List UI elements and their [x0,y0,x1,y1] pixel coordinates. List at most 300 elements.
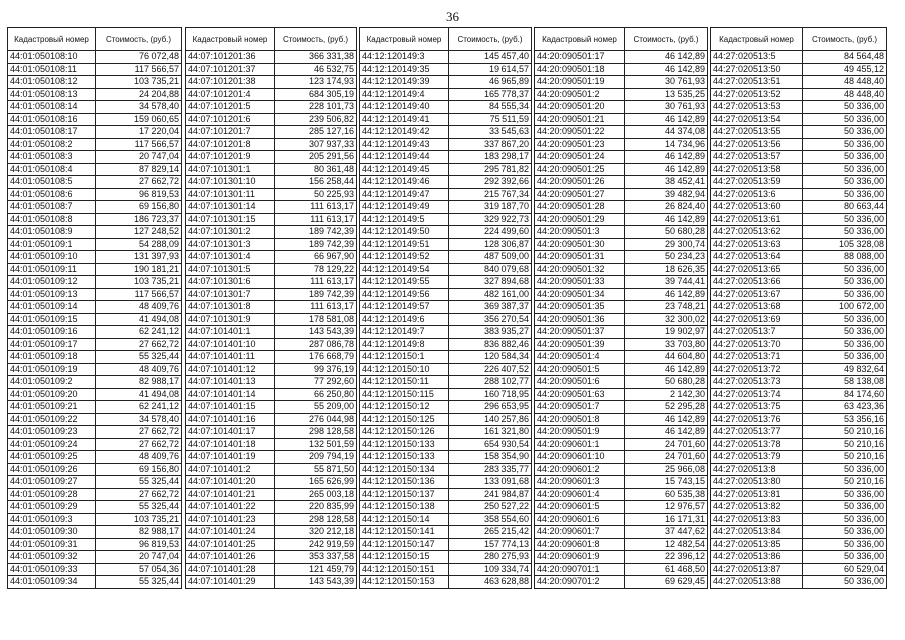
cost-table [359,27,532,589]
cadastral-number-cell: 44:27:020513:71 [711,351,803,364]
cost-cell: 55 325,44 [96,476,182,489]
table-row [535,113,708,126]
cost-cell: 241 984,87 [449,488,532,501]
cost-cell: 78 129,22 [275,263,357,276]
cadastral-number-cell: 44:27:020513:87 [711,563,803,576]
table-row [535,163,708,176]
cost-cell: 239 506,82 [275,113,357,126]
cadastral-number-cell: 44:27:020513:81 [711,488,803,501]
cadastral-number-cell: 44:07:101301:3 [186,238,275,251]
cost-cell: 54 288,09 [96,238,182,251]
cadastral-number-cell: 44:12:120150:125 [360,413,449,426]
cost-cell: 117 566,57 [96,138,182,151]
cadastral-number-cell: 44:12:120150:126 [360,426,449,439]
cadastral-number-cell: 44:20:090601:7 [535,526,625,539]
cost-cell: 105 328,08 [803,238,887,251]
table-row [711,326,887,339]
cost-cell: 41 494,08 [96,313,182,326]
cost-table-5 [710,27,887,589]
table-row [8,288,182,301]
cadastral-number-cell: 44:01:050108:17 [8,126,96,139]
table-row [711,88,887,101]
table-row [8,526,182,539]
table-row [535,463,708,476]
cadastral-number-cell: 44:01:050109:33 [8,563,96,576]
table-row [8,401,182,414]
cadastral-number-cell: 44:27:020513:65 [711,263,803,276]
cost-cell: 96 819,53 [96,538,182,551]
table-row [711,526,887,539]
table-row [8,213,182,226]
cadastral-number-cell: 44:20:090501:31 [535,251,625,264]
cadastral-number-cell: 44:20:090501:37 [535,326,625,339]
cost-cell: 29 300,74 [625,238,708,251]
table-row [186,376,357,389]
table-row [535,151,708,164]
cost-cell: 50 336,00 [803,188,887,201]
cost-cell: 654 930,54 [449,438,532,451]
cost-cell: 215 767,34 [449,188,532,201]
table-row [535,251,708,264]
table-row [360,113,532,126]
table-row [360,326,532,339]
cadastral-number-cell: 44:20:090501:26 [535,176,625,189]
cadastral-number-cell: 44:27:020513:63 [711,238,803,251]
cost-cell: 50 210,16 [803,476,887,489]
cadastral-number-cell: 44:27:020513:56 [711,138,803,151]
table-row [8,101,182,114]
table-row [360,76,532,89]
cost-cell: 37 447,62 [625,526,708,539]
table-row [186,563,357,576]
cost-cell: 50 336,00 [803,538,887,551]
cost-cell: 18 626,35 [625,263,708,276]
table-row [535,576,708,589]
cadastral-number-cell: 44:07:101301:4 [186,251,275,264]
cost-cell: 140 257,86 [449,413,532,426]
cadastral-number-cell: 44:27:020513:64 [711,251,803,264]
cadastral-number-cell: 44:07:101401:17 [186,426,275,439]
cost-cell: 84 564,48 [803,51,887,64]
cadastral-number-cell: 44:20:090601:2 [535,463,625,476]
table-row [535,201,708,214]
cost-cell: 48 448,40 [803,88,887,101]
cost-cell: 2 142,30 [625,388,708,401]
table-row [535,351,708,364]
table-row [186,138,357,151]
cost-cell: 242 919,59 [275,538,357,551]
cost-cell: 63 423,36 [803,401,887,414]
cadastral-number-cell: 44:20:090501:6 [535,376,625,389]
cost-cell: 24 701,60 [625,438,708,451]
table-row [535,401,708,414]
table-row [186,238,357,251]
table-row [535,551,708,564]
cadastral-number-cell: 44:01:050108:13 [8,88,96,101]
cadastral-number-cell: 44:20:090501:18 [535,63,625,76]
cadastral-number-cell: 44:12:120149:8 [360,338,449,351]
cost-cell: 66 250,80 [275,388,357,401]
cadastral-number-cell: 44:12:120149:6 [360,313,449,326]
cost-cell: 186 723,37 [96,213,182,226]
cadastral-number-cell: 44:07:101301:7 [186,288,275,301]
cadastral-number-cell: 44:01:050109:22 [8,413,96,426]
table-row [8,376,182,389]
cadastral-number-cell: 44:12:120150:1 [360,351,449,364]
cadastral-number-cell: 44:27:020513:69 [711,313,803,326]
cost-cell: 22 396,12 [625,551,708,564]
cadastral-number-cell: 44:07:101201:38 [186,76,275,89]
cadastral-number-cell: 44:27:020513:82 [711,501,803,514]
header-cost: Стоимость, (руб.) [275,28,357,51]
cost-table-1 [7,27,182,589]
header-cost: Стоимость, (руб.) [803,28,887,51]
table-row [360,51,532,64]
table-row [186,451,357,464]
table-row [360,288,532,301]
cadastral-number-cell: 44:07:101301:1 [186,163,275,176]
cost-cell: 111 613,17 [275,301,357,314]
table-row [711,513,887,526]
cadastral-number-cell: 44:07:101301:6 [186,276,275,289]
cost-table [534,27,708,589]
cost-cell: 103 735,21 [96,276,182,289]
cost-cell: 176 668,79 [275,351,357,364]
table-row [8,263,182,276]
cadastral-number-cell: 44:12:120150:14 [360,513,449,526]
cadastral-number-cell: 44:07:101401:13 [186,376,275,389]
cadastral-number-cell: 44:20:090501:36 [535,313,625,326]
cost-cell: 288 102,77 [449,376,532,389]
cadastral-number-cell: 44:27:020513:51 [711,76,803,89]
cost-cell: 20 747,04 [96,151,182,164]
cost-table [710,27,887,589]
table-row [711,163,887,176]
table-row [535,276,708,289]
cost-cell: 298 128,58 [275,426,357,439]
cadastral-number-cell: 44:01:050109:2 [8,376,96,389]
cadastral-number-cell: 44:12:120149:3 [360,51,449,64]
cadastral-number-cell: 44:07:101201:5 [186,101,275,114]
table-row [186,538,357,551]
cost-cell: 482 161,00 [449,288,532,301]
table-row [360,351,532,364]
cost-cell: 50 336,00 [803,213,887,226]
table-row [535,326,708,339]
cost-cell: 69 156,80 [96,201,182,214]
cost-cell: 366 331,38 [275,51,357,64]
table-row [8,576,182,589]
cost-cell: 145 457,40 [449,51,532,64]
cadastral-number-cell: 44:07:101301:2 [186,226,275,239]
cost-cell: 295 781,82 [449,163,532,176]
table-row [360,276,532,289]
cadastral-number-cell: 44:07:101401:15 [186,401,275,414]
cost-cell: 38 452,41 [625,176,708,189]
cost-cell: 161 321,80 [449,426,532,439]
cadastral-number-cell: 44:07:101301:14 [186,201,275,214]
cost-cell: 33 545,63 [449,126,532,139]
table-row [8,363,182,376]
cadastral-number-cell: 44:12:120149:5 [360,213,449,226]
cost-table [185,27,357,589]
cost-cell: 178 581,08 [275,313,357,326]
cost-cell: 111 613,17 [275,201,357,214]
cost-cell: 50 336,00 [803,551,887,564]
cadastral-number-cell: 44:27:020513:68 [711,301,803,314]
table-row [186,263,357,276]
cadastral-number-cell: 44:01:050109:25 [8,451,96,464]
table-row [8,163,182,176]
cost-cell: 224 499,60 [449,226,532,239]
cadastral-number-cell: 44:01:050108:11 [8,63,96,76]
cadastral-number-cell: 44:07:101301:5 [186,263,275,276]
table-row [360,63,532,76]
table-row [186,213,357,226]
table-row [360,401,532,414]
table-row [535,51,708,64]
table-row [711,313,887,326]
cost-cell: 46 142,89 [625,163,708,176]
cost-cell: 82 988,17 [96,526,182,539]
cadastral-number-cell: 44:20:090701:1 [535,563,625,576]
table-row [186,176,357,189]
table-row [186,63,357,76]
table-row [711,213,887,226]
cost-cell: 39 482,94 [625,188,708,201]
cost-cell: 205 291,56 [275,151,357,164]
cost-cell: 41 494,08 [96,388,182,401]
cadastral-number-cell: 44:01:050109:11 [8,263,96,276]
cadastral-number-cell: 44:12:120149:54 [360,263,449,276]
table-row [535,426,708,439]
cadastral-number-cell: 44:01:050109:31 [8,538,96,551]
cost-cell: 296 653,95 [449,401,532,414]
cadastral-number-cell: 44:01:050109:14 [8,301,96,314]
cost-cell: 55 325,44 [96,501,182,514]
cost-cell: 117 566,57 [96,288,182,301]
table-row [535,288,708,301]
cost-cell: 50 680,28 [625,226,708,239]
table-row [711,576,887,589]
cadastral-number-cell: 44:20:090601:4 [535,488,625,501]
cost-cell: 50 336,00 [803,501,887,514]
table-row [186,476,357,489]
cadastral-number-cell: 44:20:090501:39 [535,338,625,351]
cadastral-number-cell: 44:01:050108:8 [8,213,96,226]
table-row [535,301,708,314]
cost-cell: 287 086,78 [275,338,357,351]
table-row [8,76,182,89]
cost-cell: 23 748,21 [625,301,708,314]
table-row [535,188,708,201]
cadastral-number-cell: 44:07:101201:9 [186,151,275,164]
table-row [186,288,357,301]
cost-cell: 46 142,89 [625,63,708,76]
table-row [711,201,887,214]
cadastral-number-cell: 44:01:050108:2 [8,138,96,151]
table-row [186,501,357,514]
cost-cell: 48 409,76 [96,363,182,376]
table-row [360,538,532,551]
cost-cell: 285 127,16 [275,126,357,139]
table-row [711,388,887,401]
table-row [186,301,357,314]
cadastral-number-cell: 44:07:101301:9 [186,313,275,326]
header-cadastral-number: Кадастровый номер [186,28,275,51]
cadastral-number-cell: 44:20:090501:3 [535,226,625,239]
cadastral-number-cell: 44:12:120149:43 [360,138,449,151]
table-row [186,401,357,414]
table-row [360,488,532,501]
cadastral-number-cell: 44:20:090501:17 [535,51,625,64]
cost-cell: 50 336,00 [803,226,887,239]
cadastral-number-cell: 44:20:090501:33 [535,276,625,289]
table-row [186,413,357,426]
cost-cell: 840 079,68 [449,263,532,276]
cost-cell: 62 241,12 [96,326,182,339]
table-row [186,351,357,364]
cost-cell: 27 662,72 [96,338,182,351]
cost-cell: 48 409,76 [96,301,182,314]
table-row [360,188,532,201]
table-row [8,226,182,239]
cost-cell: 19 902,97 [625,326,708,339]
cost-cell: 27 662,72 [96,426,182,439]
table-row [360,476,532,489]
table-row [8,413,182,426]
cost-cell: 50 336,00 [803,463,887,476]
cadastral-number-cell: 44:01:050109:18 [8,351,96,364]
table-row [186,363,357,376]
table-row [8,326,182,339]
cadastral-number-cell: 44:27:020513:66 [711,276,803,289]
header-row [711,28,887,51]
cost-cell: 226 407,52 [449,363,532,376]
cadastral-number-cell: 44:12:120149:40 [360,101,449,114]
table-row [186,163,357,176]
table-row [535,513,708,526]
table-row [186,438,357,451]
cadastral-number-cell: 44:27:020513:78 [711,438,803,451]
cost-cell: 24 701,60 [625,451,708,464]
cadastral-number-cell: 44:27:020513:58 [711,163,803,176]
cost-cell: 25 966,08 [625,463,708,476]
cadastral-number-cell: 44:07:101401:21 [186,488,275,501]
cost-cell: 27 662,72 [96,488,182,501]
cadastral-number-cell: 44:01:050108:16 [8,113,96,126]
cost-cell: 143 543,39 [275,576,357,589]
cadastral-number-cell: 44:20:090601:10 [535,451,625,464]
table-row [360,501,532,514]
table-row [711,51,887,64]
table-row [360,138,532,151]
cadastral-number-cell: 44:01:050109:23 [8,426,96,439]
cadastral-number-cell: 44:07:101401:22 [186,501,275,514]
cost-cell: 60 535,38 [625,488,708,501]
cost-cell: 383 935,27 [449,326,532,339]
table-row [360,251,532,264]
table-row [8,551,182,564]
table-row [186,551,357,564]
table-row [8,451,182,464]
cost-cell: 156 258,44 [275,176,357,189]
cost-cell: 121 459,79 [275,563,357,576]
cost-cell: 53 356,16 [803,413,887,426]
cadastral-number-cell: 44:01:050109:26 [8,463,96,476]
table-row [8,88,182,101]
cadastral-number-cell: 44:01:050108:6 [8,188,96,201]
table-row [360,301,532,314]
table-row [711,238,887,251]
cadastral-number-cell: 44:20:090501:29 [535,213,625,226]
cost-cell: 48 448,40 [803,76,887,89]
cost-cell: 44 604,80 [625,351,708,364]
table-row [8,126,182,139]
table-row [186,113,357,126]
cadastral-number-cell: 44:01:050109:32 [8,551,96,564]
cadastral-number-cell: 44:20:090601:9 [535,551,625,564]
cadastral-number-cell: 44:12:120150:151 [360,563,449,576]
table-row [711,288,887,301]
cadastral-number-cell: 44:12:120149:52 [360,251,449,264]
cadastral-number-cell: 44:20:090501:32 [535,263,625,276]
table-row [535,438,708,451]
cadastral-number-cell: 44:07:101201:8 [186,138,275,151]
header-row [8,28,182,51]
table-row [711,101,887,114]
table-row [535,63,708,76]
cost-cell: 159 060,65 [96,113,182,126]
cost-cell: 123 174,93 [275,76,357,89]
cost-cell: 46 142,89 [625,151,708,164]
table-row [186,51,357,64]
cost-cell: 319 187,70 [449,201,532,214]
table-row [8,301,182,314]
cadastral-number-cell: 44:20:090501:30 [535,238,625,251]
cadastral-number-cell: 44:27:020513:86 [711,551,803,564]
cadastral-number-cell: 44:07:101401:2 [186,463,275,476]
cost-cell: 57 054,36 [96,563,182,576]
cadastral-number-cell: 44:27:020513:53 [711,101,803,114]
cadastral-number-cell: 44:20:090701:2 [535,576,625,589]
cost-cell: 12 482,54 [625,538,708,551]
cadastral-number-cell: 44:01:050109:34 [8,576,96,589]
cost-table-2 [185,27,357,589]
cadastral-number-cell: 44:01:050108:7 [8,201,96,214]
cost-cell: 329 922,73 [449,213,532,226]
cost-cell: 34 578,40 [96,101,182,114]
cadastral-number-cell: 44:01:050109:16 [8,326,96,339]
table-row [186,388,357,401]
table-row [8,113,182,126]
cadastral-number-cell: 44:20:090501:7 [535,401,625,414]
cost-cell: 46 142,89 [625,288,708,301]
cadastral-number-cell: 44:12:120149:35 [360,63,449,76]
cadastral-number-cell: 44:27:020513:70 [711,338,803,351]
cadastral-number-cell: 44:20:090501:2 [535,88,625,101]
cadastral-number-cell: 44:07:101401:25 [186,538,275,551]
table-row [711,413,887,426]
cost-cell: 76 072,48 [96,51,182,64]
cost-cell: 189 742,39 [275,226,357,239]
cost-cell: 46 142,89 [625,363,708,376]
cost-cell: 283 335,77 [449,463,532,476]
table-row [186,326,357,339]
cadastral-number-cell: 44:01:050109:27 [8,476,96,489]
table-row [186,88,357,101]
cadastral-number-cell: 44:12:120150:12 [360,401,449,414]
